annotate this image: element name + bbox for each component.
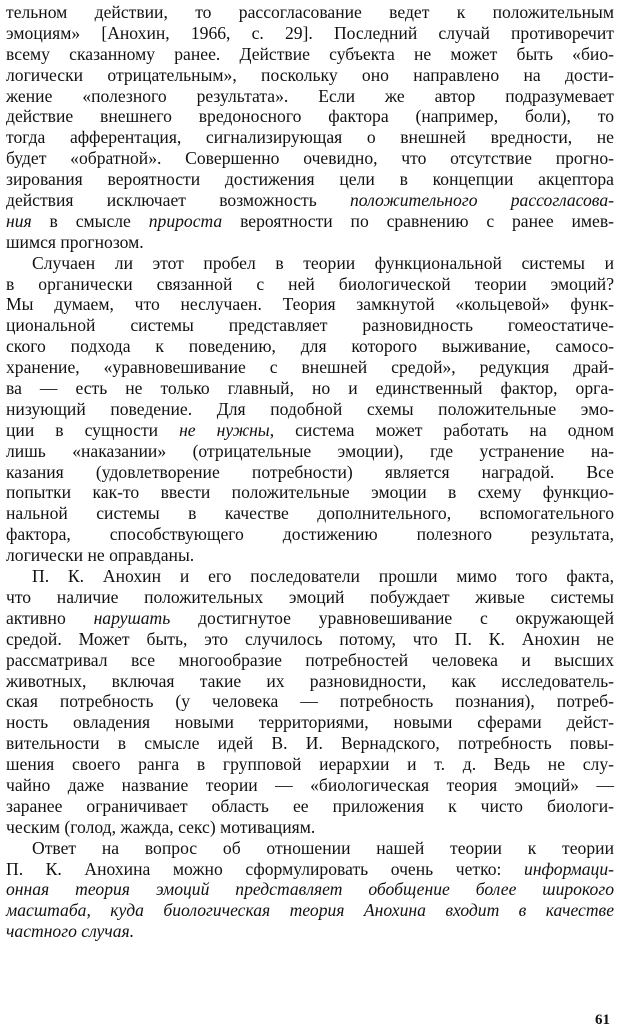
text-line — [6, 921, 614, 942]
text-run: чайно даже название теории — «биологическая теория эмоций» — — [6, 774, 614, 795]
text-line — [6, 357, 614, 378]
text-line — [6, 253, 614, 274]
text-run: животных, включая такие их разновидности, как исследователь- — [6, 670, 614, 691]
text-run: зирования вероятности достижения цели в концепции акцептора — [6, 169, 614, 190]
text-line — [6, 524, 614, 545]
text-run: фактора, способствующего достижению полезного результата, — [6, 524, 614, 545]
text-run: шимся прогнозом. — [6, 231, 144, 252]
text-run: циональной системы представляет разновидность гомеостатиче- — [6, 315, 614, 336]
text-line — [6, 44, 614, 65]
emphasis-text: положительного рассогласова- — [349, 190, 614, 211]
text-line — [6, 629, 614, 650]
text-line — [6, 127, 614, 148]
text-run: ность овладения новыми территориями, новыми сферами дейст- — [6, 712, 614, 733]
text-run: что наличие положительных эмоций побуждает живые системы — [6, 586, 614, 607]
text-line — [6, 838, 614, 859]
text-line — [6, 671, 614, 692]
emphasis-text: прироста — [148, 210, 223, 231]
text-run: в смысле — [31, 210, 149, 231]
text-line — [6, 796, 614, 817]
text-line — [6, 232, 614, 253]
text-run: вероятности по сравнению с ранее имев- — [222, 210, 614, 231]
text-run: Ответ на вопрос об отношении нашей теории к теории — [32, 837, 614, 858]
body-text — [6, 2, 614, 942]
text-run: будет «обратной». Совершенно очевидно, что отсутствие прогно- — [6, 148, 614, 169]
text-run: в органически связанной с ней биологической теории эмоций? — [6, 273, 614, 294]
emphasis-text: частного случая. — [6, 921, 135, 942]
text-line — [6, 106, 614, 127]
text-run: всему сказанному ранее. Действие субъекта не может быть «био- — [6, 43, 614, 64]
text-line — [6, 859, 614, 880]
text-run: Случаен ли этот пробел в теории функциональной системы и — [32, 252, 614, 273]
text-run: действие внешнего вредоносного фактора (например, боли), то — [6, 106, 614, 127]
text-line — [6, 712, 614, 733]
text-run: хранение, «уравновешивание с внешней средой», редукция драй- — [6, 357, 614, 378]
text-line — [6, 900, 614, 921]
text-line — [6, 775, 614, 796]
text-line — [6, 879, 614, 900]
page-number: 61 — [595, 1012, 610, 1028]
text-line — [6, 399, 614, 420]
emphasis-text: масштаба, куда биологическая теория Анохина входит в качестве — [6, 900, 614, 921]
text-line — [6, 817, 614, 838]
text-run: ции в сущности — [6, 419, 180, 440]
text-line — [6, 754, 614, 775]
text-line — [6, 211, 614, 232]
text-run: П. К. Анохин и его последователи прошли мимо того факта, — [32, 566, 614, 587]
text-run: попытки как-то ввести положительные эмоции в схему функцио- — [6, 482, 614, 503]
text-line — [6, 315, 614, 336]
text-run: тельном действии, то рассогласование ведет к положительным — [6, 2, 614, 22]
text-run: низующий поведение. Для подобной схемы положительные эмо- — [6, 398, 614, 419]
text-line — [6, 378, 614, 399]
text-line — [6, 169, 614, 190]
text-run: нальной системы в качестве дополнительного, вспомогательного — [6, 503, 614, 524]
text-run: П. К. Анохина можно сформулировать очень четко: — [6, 858, 525, 879]
text-run: вительности в смысле идей В. И. Вернадского, потребность повы- — [6, 733, 614, 754]
text-line — [6, 462, 614, 483]
text-run: ческим (голод, жажда, секс) мотивациям. — [6, 816, 316, 837]
emphasis-text: информаци- — [524, 858, 614, 879]
text-run: тогда афферентация, сигнализирующая о внешней вредности, не — [6, 127, 614, 148]
emphasis-text: онная теория эмоций представляет обобщение более широкого — [6, 879, 614, 900]
text-line — [6, 587, 614, 608]
text-run: логически отрицательным», поскольку оно направлено на дости- — [6, 64, 614, 85]
text-run: Мы думаем, что неслучаен. Теория замкнутой «кольцевой» функ- — [6, 294, 614, 315]
text-run: рассматривал все многообразие потребностей человека и высших — [6, 649, 614, 670]
text-run: эмоциям» [Анохин, 1966, с. 29]. Последний случай противоречит — [6, 22, 614, 43]
text-line — [6, 65, 614, 86]
text-line — [6, 650, 614, 671]
text-line — [6, 86, 614, 107]
text-run: , система может работать на одном — [269, 419, 614, 440]
text-line — [6, 691, 614, 712]
text-line — [6, 545, 614, 566]
text-run: средой. Может быть, это случилось потому, что П. К. Анохин не — [6, 628, 614, 649]
text-run: ва — есть не только главный, но и единственный фактор, орга- — [6, 378, 614, 399]
text-line — [6, 608, 614, 629]
text-run: действия исключает возможность — [6, 190, 350, 211]
text-run: ского подхода к поведению, для которого выживание, самосо- — [6, 336, 614, 357]
text-run: жение «полезного результата». Если же автор подразумевает — [6, 85, 614, 106]
emphasis-text: ния — [6, 210, 32, 231]
text-line — [6, 503, 614, 524]
text-run: ская потребность (у человека — потребность познания), потреб- — [6, 691, 614, 712]
emphasis-text: нарушать — [93, 607, 171, 628]
text-line — [6, 566, 614, 587]
text-line — [6, 336, 614, 357]
text-line — [6, 2, 614, 23]
text-line — [6, 23, 614, 44]
text-run: шения своего ранга в групповой иерархии и т. д. Ведь не слу- — [6, 754, 614, 775]
text-run: логически не оправданы. — [6, 545, 195, 566]
text-line — [6, 420, 614, 441]
text-run: казания (удовлетворение потребности) является наградой. Все — [6, 461, 614, 482]
text-line — [6, 733, 614, 754]
text-line — [6, 482, 614, 503]
text-line — [6, 441, 614, 462]
emphasis-text: не нужны — [179, 419, 270, 440]
text-line — [6, 148, 614, 169]
text-run: заранее ограничивает область ее приложения к чисто биологи- — [6, 795, 614, 816]
text-run: активно — [6, 607, 94, 628]
text-run: лишь «наказании» (отрицательные эмоции), где устранение на- — [6, 440, 614, 461]
text-line — [6, 294, 614, 315]
text-line — [6, 190, 614, 211]
text-run: достигнутое уравновешивание с окружающей — [170, 607, 614, 628]
text-line — [6, 274, 614, 295]
